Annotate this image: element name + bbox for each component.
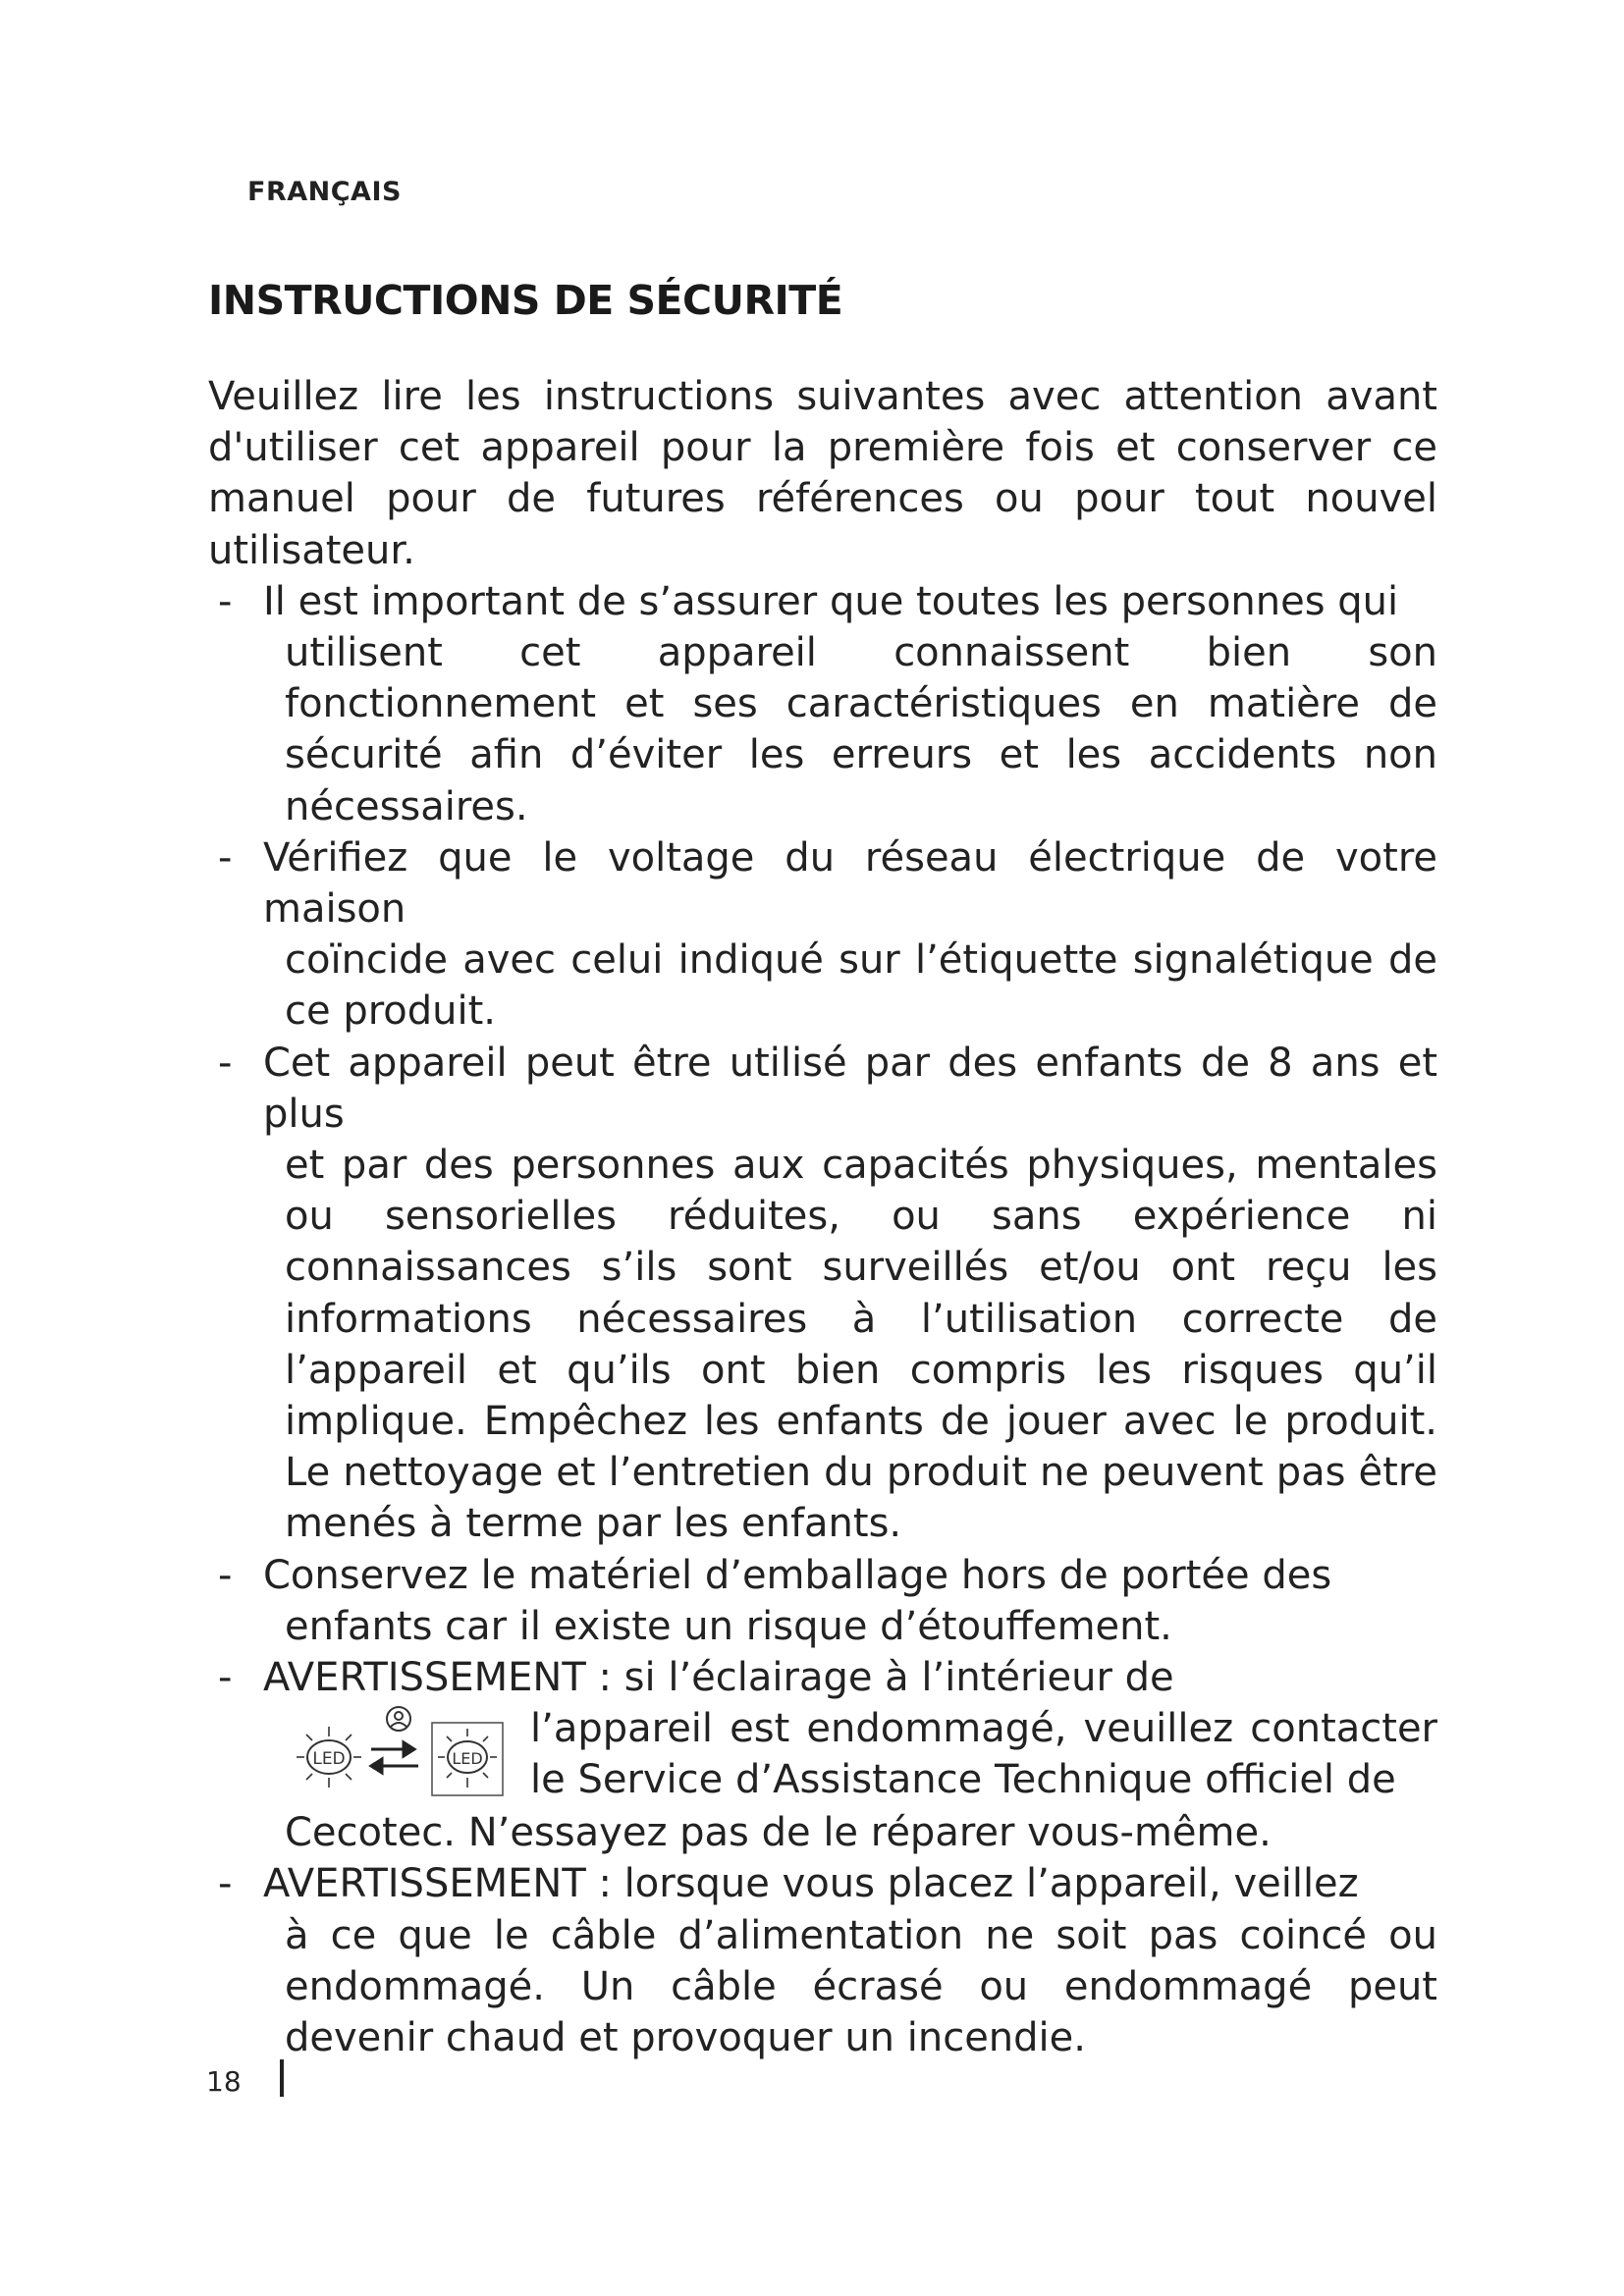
list-item-text: et par des personnes aux capacités physiques, mentales ou sensorielles réduites, ou sans expérience ni connaissances s’ils sont surveillés et/ou ont reçu les informations nécessaires à l’utilisation correcte de l’appareil et qu’ils ont bien compris les risques qu’il implique. Empêchez les enfants de jouer avec le produit. Le nettoyage et l’entretien du produit ne peuvent pas être menés à terme par les enfants.	[285, 1143, 1437, 1547]
led-text-right: LED	[452, 1749, 483, 1769]
list-item-warning-led	[208, 1652, 1437, 1858]
list-item-first-line: Il est important de s’assurer que toutes les personnes qui	[263, 578, 1399, 624]
list-item-text: coïncide avec celui indiqué sur l’étiquette signalétique de ce produit.	[285, 937, 1437, 1035]
language-label: FRANÇAIS	[247, 177, 402, 207]
section-title: INSTRUCTIONS DE SÉCURITÉ	[208, 277, 843, 324]
list-item-first-line: AVERTISSEMENT : si l’éclairage à l’intérieur de	[263, 1655, 1174, 1701]
dash-bullet: -	[218, 1552, 233, 1598]
section-body	[208, 371, 1437, 2063]
list-item-first-line: Conservez le matériel d’emballage hors de portée des	[263, 1552, 1332, 1598]
list-item-text: Cecotec. N’essayez pas de le réparer vous-même.	[285, 1810, 1272, 1856]
list-item	[208, 832, 1437, 1038]
dash-bullet: -	[218, 834, 233, 881]
list-item	[208, 1038, 1437, 1550]
list-item	[208, 576, 1437, 832]
list-item	[208, 1858, 1437, 2063]
list-item-text: utilisent cet appareil connaissent bien son fonctionnement et ses caractéristiques en matière de sécurité afin d’éviter les erreurs et les accidents non nécessaires.	[285, 630, 1437, 829]
list-item-first-line: AVERTISSEMENT : lorsque vous placez l’appareil, veillez	[263, 1861, 1359, 1907]
dash-bullet: -	[218, 578, 233, 624]
list-item-first-line: Vérifiez que le voltage du réseau électrique de votre maison	[263, 834, 1437, 933]
footer-divider	[280, 2059, 284, 2097]
list-item-text: à ce que le câble d’alimentation ne soit pas coincé ou endommagé. Un câble écrasé ou endommagé peut devenir chaud et provoquer un incendie.	[285, 1912, 1437, 2061]
safety-list	[208, 576, 1437, 2063]
list-item	[208, 1550, 1437, 1652]
dash-bullet: -	[218, 1655, 233, 1701]
led-replace-icon	[285, 1705, 511, 1807]
page-number: 18	[206, 2065, 242, 2098]
led-text-left: LED	[312, 1749, 346, 1770]
list-item-text: enfants car il existe un risque d’étouffement.	[285, 1603, 1172, 1649]
dash-bullet: -	[218, 1040, 233, 1086]
intro-paragraph: Veuillez lire les instructions suivantes avec attention avant d'utiliser cet appareil pour la première fois et conserver ce manuel pour de futures références ou pour tout nouvel utilisateur.	[208, 374, 1437, 573]
list-item-first-line: Cet appareil peut être utilisé par des enfants de 8 ans et plus	[263, 1040, 1437, 1137]
dash-bullet: -	[218, 1861, 233, 1907]
list-item-side-text: l’appareil est endommagé, veuillez contacter le Service d’Assistance Technique officiel de	[530, 1706, 1437, 1803]
